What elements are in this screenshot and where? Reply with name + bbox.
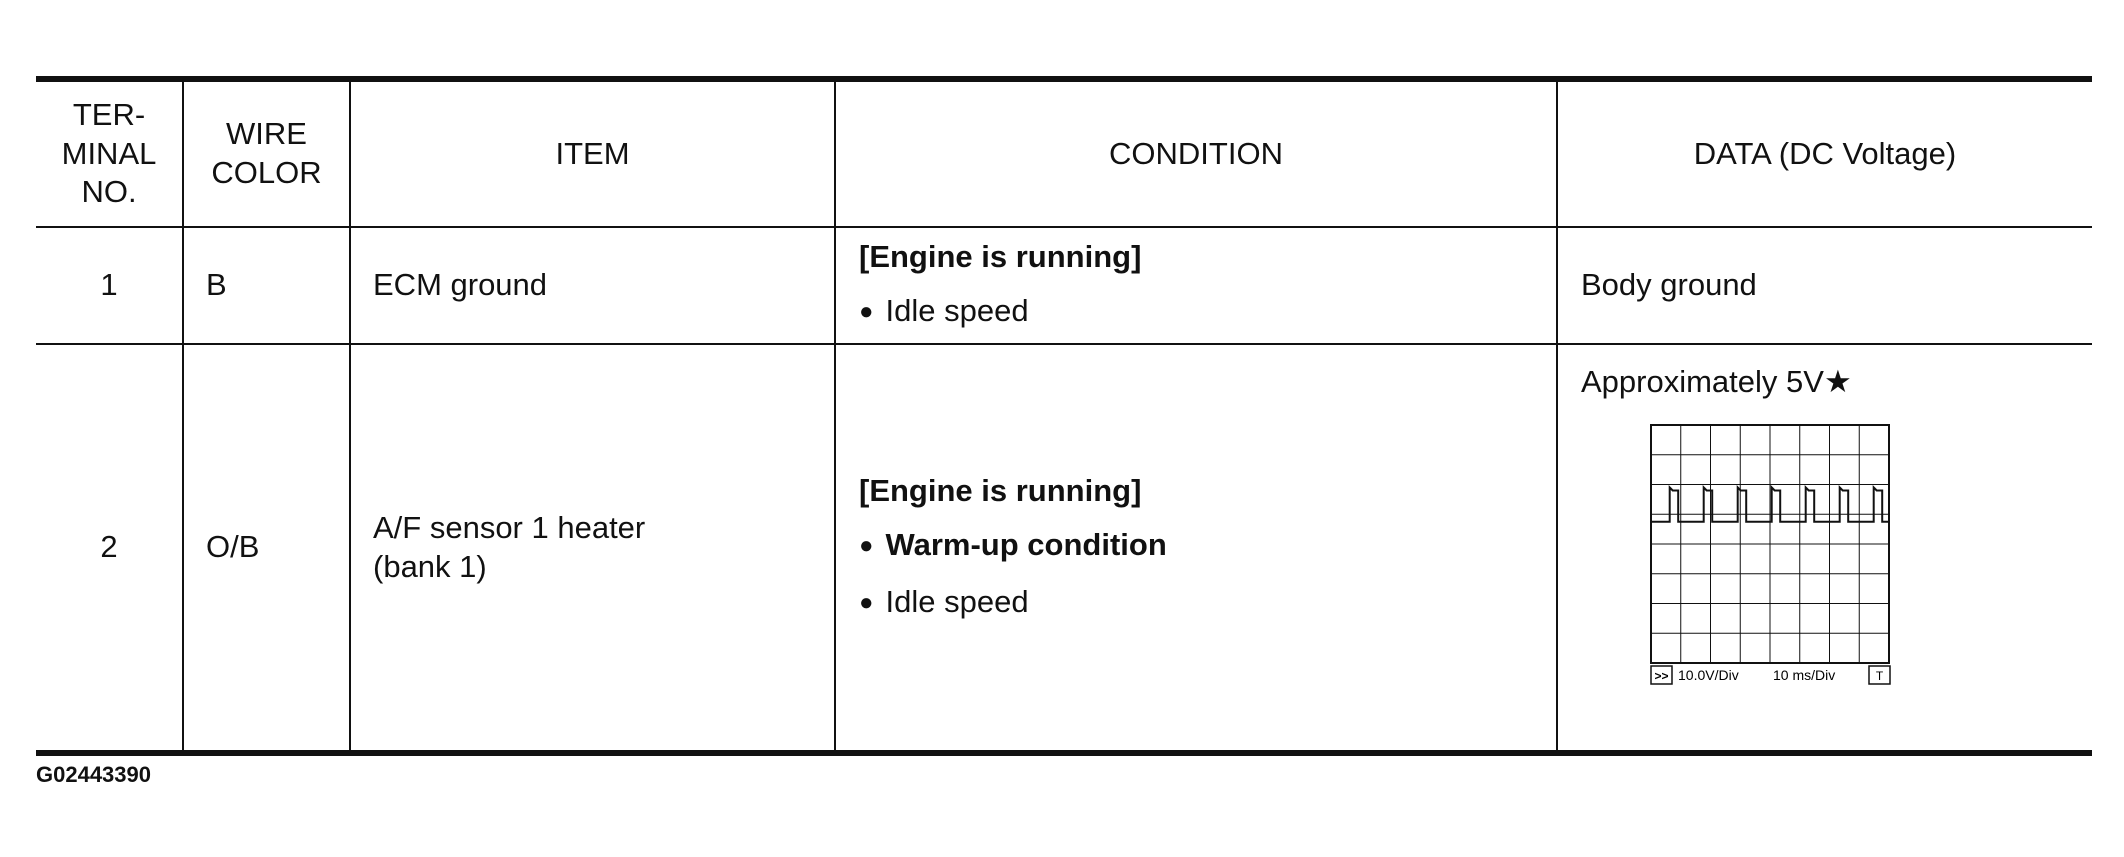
wire-color: B [183,227,350,344]
table-row [36,344,2092,753]
scope-footer [1651,666,1890,684]
header-wire-line-2: COLOR [211,155,322,190]
condition-bullet [859,518,1556,575]
ecm-terminal-table [36,76,2092,756]
condition-bullet-text: Idle speed [885,583,1029,619]
figure-id: G02443390 [36,762,151,787]
data-value: Body ground [1557,227,2092,344]
condition-bullet [859,575,1556,632]
wire-color: O/B [183,344,350,753]
scope-time-scale: 10 ms/Div [1773,666,1836,683]
header-terminal-no [36,79,183,227]
header-terminal-line-1: TER- [72,96,146,132]
scope-voltage-scale: 10.0V/Div [1678,666,1739,683]
item-line: (bank 1) [373,548,487,584]
scope-prefix-icon: >> [1654,668,1669,683]
header-condition: CONDITION [835,79,1557,227]
condition-cell [835,227,1557,344]
terminal-number: 2 [36,344,183,753]
oscilloscope-waveform [1650,424,1894,694]
header-wire-line-1: WIRE [226,116,307,152]
condition-bullet-text: Idle speed [885,293,1029,328]
header-terminal-line-3: NO. [81,174,137,210]
header-wire-color [183,79,350,227]
oscilloscope-figure [1650,424,1894,694]
bullet-icon: ● [859,588,874,616]
data-value: Approximately 5V [1581,364,1824,399]
terminal-number: 1 [36,227,183,344]
table-row [36,227,2092,344]
bullet-icon: ● [859,298,874,325]
condition-title: [Engine is running] [859,239,1142,274]
item-line: A/F sensor 1 heater [373,509,646,545]
condition-bullet-text: Warm-up condition [885,526,1167,562]
header-item: ITEM [350,79,835,227]
header-terminal-line-2: MINAL [61,135,157,171]
condition-cell [835,344,1557,753]
item-description [350,344,835,753]
star-icon: ★ [1823,364,1852,399]
data-cell [1557,344,2092,753]
bullet-icon: ● [859,531,874,559]
scope-trigger-icon: T [1875,668,1884,683]
data-value-line [1581,363,2092,402]
item-line: ECM ground [373,267,548,303]
header-data: DATA (DC Voltage) [1557,79,2092,227]
item-description [350,227,835,344]
condition-title: [Engine is running] [859,472,1142,508]
condition-bullet [859,284,1556,341]
table-header-row [36,79,2092,227]
